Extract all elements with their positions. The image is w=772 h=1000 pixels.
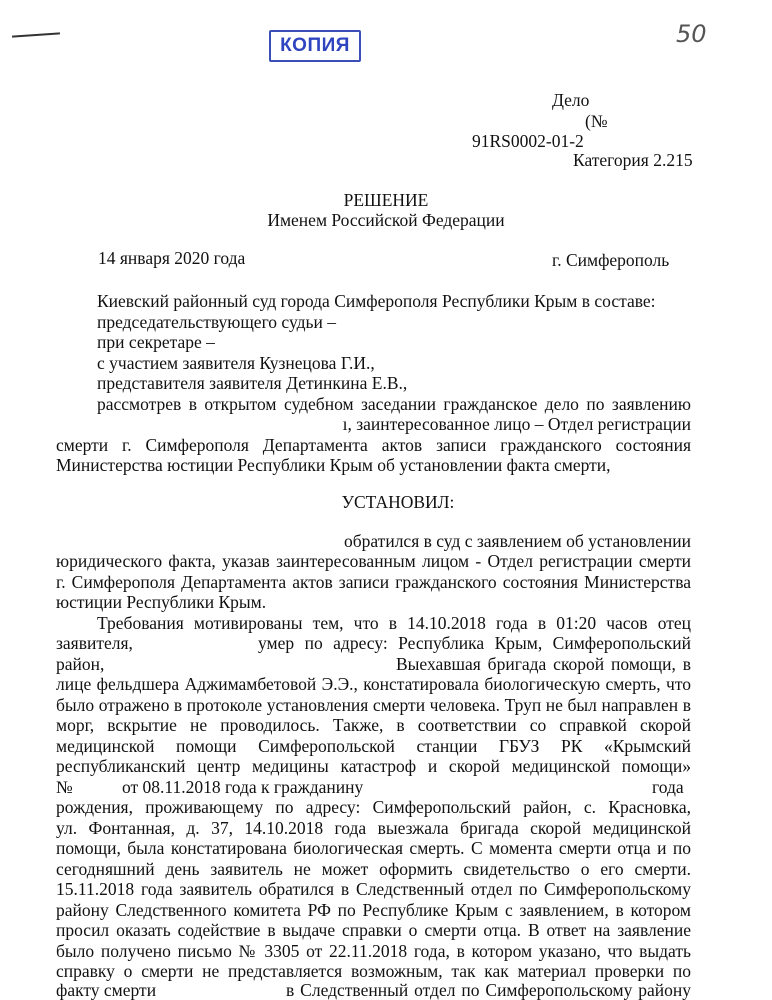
case-number-prefix: (№ <box>585 111 608 131</box>
paragraph-line: медицинской помощи Симферопольской станции ГБУЗ РК «Крымский <box>56 736 691 756</box>
case-label: Дело <box>552 90 590 110</box>
presiding-judge: председательствующего судьи – <box>97 312 336 332</box>
paragraph-line: в Следственный отдел по Симферопольскому району <box>286 980 691 1000</box>
representative: представителя заявителя Детинкина Е.В., <box>97 373 408 393</box>
paragraph-line: рождения, проживающему по адресу: Симферопольский район, с. Красновка, <box>56 797 691 817</box>
court-composition: Киевский районный суд города Симферополя Республики Крым в составе: <box>97 291 656 311</box>
decision-date: 14 января 2020 года <box>98 248 246 268</box>
paragraph-line: морг, вскрытие не проводилось. Также, в соответствии со справкой скорой <box>56 715 691 735</box>
paragraph-line: район, <box>56 654 105 674</box>
paragraph-line: помощи, была констатирована биологическая смерть. С момента смерти отца и по <box>56 838 691 858</box>
paragraph-line: республиканский центр медицины катастроф и скорой медицинской помощи» <box>56 756 691 776</box>
intro-line: смерти г. Симферополя Департамента актов записи гражданского состояния <box>56 435 691 455</box>
paragraph-line: району Следственного комитета РФ по Республике Крым с заявлением, в котором <box>56 900 691 920</box>
paragraph-line: сегодняшний день заявитель не может оформить свидетельство о его смерти. <box>56 859 691 879</box>
paragraph-line: г. Симферополя Департамента актов записи гражданского состояния Министерства <box>56 572 691 592</box>
paragraph-line: было получено письмо № 3305 от 22.11.2018 года, в котором указано, что выдать <box>56 941 691 961</box>
intro-line: ı, заинтересованное лицо – Отдел регистрации <box>342 414 691 434</box>
page-number: 50 <box>676 20 707 48</box>
paragraph-line: лице фельдшера Аджимамбетовой Э.Э., констатировала биологическую смерть, что <box>56 674 691 694</box>
case-category: Категория 2.215 <box>573 150 693 170</box>
paragraph-line: от 08.11.2018 года к гражданину <box>122 777 364 797</box>
paragraph-line: ул. Фонтанная, д. 37, 14.10.2018 года выезжала бригада скорой медицинской <box>56 818 691 838</box>
paragraph-line: юстиции Республики Крым. <box>56 592 267 612</box>
paragraph-line: № <box>56 777 73 797</box>
document-title: РЕШЕНИЕ <box>343 190 429 210</box>
paragraph-line: справку о смерти не представляется возможным, так как материал проверки по <box>56 961 691 981</box>
paragraph-line: факту смерти <box>56 980 157 1000</box>
paragraph-line: года <box>652 777 684 797</box>
paragraph-line: заявителя, <box>56 633 133 653</box>
case-uid: 91RS0002-01-2 <box>472 131 584 151</box>
paragraph-line: Выехавшая бригада скорой помощи, в <box>396 654 691 674</box>
paragraph-line: было отражено в протоколе установления смерти человека. Труп не был направлен в <box>56 695 691 715</box>
intro-line: рассмотрев в открытом судебном заседании гражданское дело по заявлению <box>97 394 691 414</box>
document-subtitle: Именем Российской Федерации <box>267 210 505 230</box>
handwritten-mark <box>12 32 60 37</box>
paragraph-line: юридического факта, указав заинтересованным лицом - Отдел регистрации смерти <box>56 551 691 571</box>
intro-line: Министерства юстиции Республики Крым об установлении факта смерти, <box>56 455 611 475</box>
paragraph-line: умер по адресу: Республика Крым, Симферопольский <box>258 633 691 653</box>
decision-city: г. Симферополь <box>552 250 670 270</box>
secretary: при секретаре – <box>97 332 215 352</box>
paragraph-line: 15.11.2018 года заявитель обратился в Следственный отдел по Симферопольскому <box>56 879 691 899</box>
applicant: с участием заявителя Кузнецова Г.И., <box>97 353 375 373</box>
copy-stamp: КОПИЯ <box>269 30 361 62</box>
section-title: УСТАНОВИЛ: <box>341 492 455 512</box>
paragraph-line: просил оказать содействие в выдаче справки о смерти отца. В ответ на заявление <box>56 920 691 940</box>
paragraph-line: Требования мотивированы тем, что в 14.10.2018 года в 01:20 часов отец <box>97 613 691 633</box>
paragraph-line: обратился в суд с заявлением об установлении <box>343 531 691 551</box>
